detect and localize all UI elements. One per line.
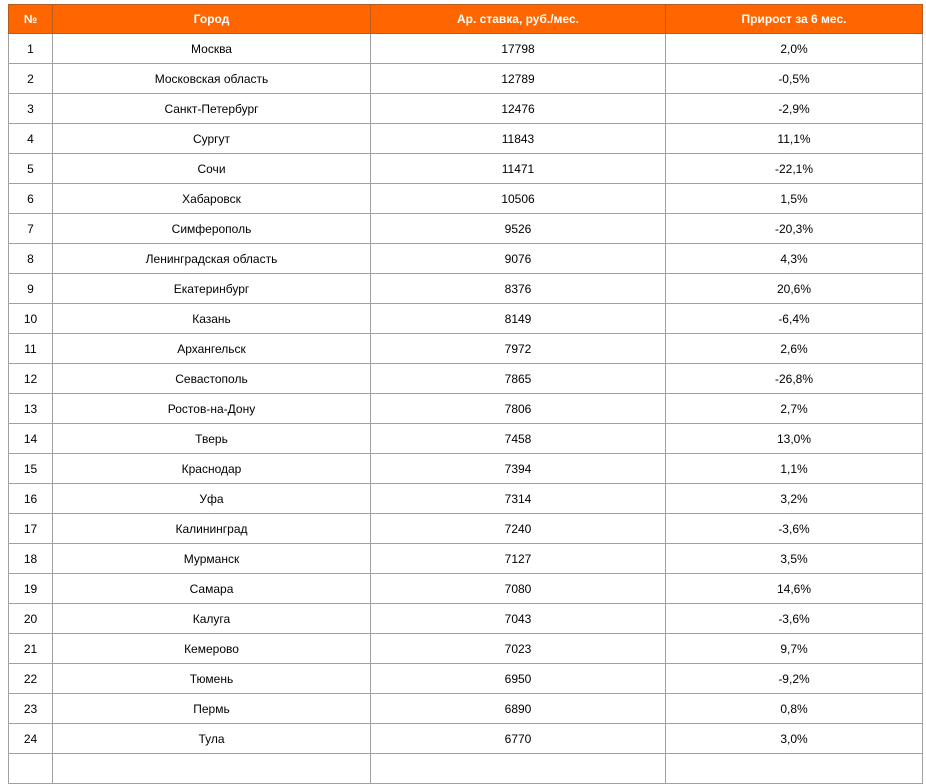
cell-num: 6 <box>9 184 53 214</box>
rent-rates-table <box>8 4 923 784</box>
cell-rate: 7080 <box>371 574 666 604</box>
cell-rate: 11471 <box>371 154 666 184</box>
cell-rate: 9526 <box>371 214 666 244</box>
cell-city: Симферополь <box>53 214 371 244</box>
table-row <box>9 274 923 304</box>
cell-num: 19 <box>9 574 53 604</box>
header-rate: Ар. ставка, руб./мес. <box>371 5 666 34</box>
header-city: Город <box>53 5 371 34</box>
cell-num: 18 <box>9 544 53 574</box>
cell-growth: -2,9% <box>666 94 923 124</box>
table-row <box>9 604 923 634</box>
cell-num: 3 <box>9 94 53 124</box>
table-body <box>9 34 923 784</box>
cell-city: Екатеринбург <box>53 274 371 304</box>
cell-num: 14 <box>9 424 53 454</box>
cell-rate: 7458 <box>371 424 666 454</box>
cell-rate: 7043 <box>371 604 666 634</box>
cell-rate: 7314 <box>371 484 666 514</box>
cell-city: Тюмень <box>53 664 371 694</box>
cell-growth: -9,2% <box>666 664 923 694</box>
cell-growth: -6,4% <box>666 304 923 334</box>
cell-growth: 9,7% <box>666 634 923 664</box>
table-row <box>9 424 923 454</box>
cell-num: 17 <box>9 514 53 544</box>
cell-rate: 7127 <box>371 544 666 574</box>
cell-rate: 10506 <box>371 184 666 214</box>
cell-num: 11 <box>9 334 53 364</box>
cell-growth: 11,1% <box>666 124 923 154</box>
cell-num: 23 <box>9 694 53 724</box>
cell-num: 20 <box>9 604 53 634</box>
cell-growth: -3,6% <box>666 604 923 634</box>
cell-rate: 9076 <box>371 244 666 274</box>
cell-growth: 0,8% <box>666 694 923 724</box>
cell-city: Севастополь <box>53 364 371 394</box>
cell-growth: 20,6% <box>666 274 923 304</box>
cell-rate: 12476 <box>371 94 666 124</box>
cell-rate <box>371 754 666 784</box>
rent-table-container <box>8 4 923 784</box>
header-row <box>9 5 923 34</box>
table-row <box>9 454 923 484</box>
cell-city: Уфа <box>53 484 371 514</box>
table-row <box>9 754 923 784</box>
cell-num: 5 <box>9 154 53 184</box>
cell-growth: 14,6% <box>666 574 923 604</box>
cell-num: 21 <box>9 634 53 664</box>
cell-rate: 7865 <box>371 364 666 394</box>
cell-growth: 1,1% <box>666 454 923 484</box>
cell-num: 9 <box>9 274 53 304</box>
cell-growth: -22,1% <box>666 154 923 184</box>
cell-rate: 11843 <box>371 124 666 154</box>
table-row <box>9 244 923 274</box>
cell-growth: 4,3% <box>666 244 923 274</box>
cell-growth: -0,5% <box>666 64 923 94</box>
cell-city: Тверь <box>53 424 371 454</box>
header-growth: Прирост за 6 мес. <box>666 5 923 34</box>
cell-num: 4 <box>9 124 53 154</box>
cell-city: Самара <box>53 574 371 604</box>
table-row <box>9 484 923 514</box>
cell-city: Сочи <box>53 154 371 184</box>
cell-growth: 2,7% <box>666 394 923 424</box>
cell-rate: 6770 <box>371 724 666 754</box>
cell-growth: -3,6% <box>666 514 923 544</box>
table-row <box>9 64 923 94</box>
cell-city: Санкт-Петербург <box>53 94 371 124</box>
cell-num: 1 <box>9 34 53 64</box>
cell-city: Краснодар <box>53 454 371 484</box>
cell-rate: 8376 <box>371 274 666 304</box>
cell-city: Хабаровск <box>53 184 371 214</box>
cell-city: Москва <box>53 34 371 64</box>
cell-num: 2 <box>9 64 53 94</box>
table-row <box>9 364 923 394</box>
table-row <box>9 634 923 664</box>
cell-city: Калуга <box>53 604 371 634</box>
cell-growth: 3,5% <box>666 544 923 574</box>
cell-city: Пермь <box>53 694 371 724</box>
cell-num: 7 <box>9 214 53 244</box>
cell-growth: 1,5% <box>666 184 923 214</box>
cell-rate: 7240 <box>371 514 666 544</box>
cell-rate: 8149 <box>371 304 666 334</box>
cell-growth: 3,2% <box>666 484 923 514</box>
cell-num: 22 <box>9 664 53 694</box>
cell-city: Ростов-на-Дону <box>53 394 371 424</box>
cell-city: Архангельск <box>53 334 371 364</box>
cell-num: 16 <box>9 484 53 514</box>
table-row <box>9 334 923 364</box>
table-header <box>9 5 923 34</box>
cell-rate: 12789 <box>371 64 666 94</box>
cell-city: Ленинградская область <box>53 244 371 274</box>
table-row <box>9 544 923 574</box>
cell-city: Сургут <box>53 124 371 154</box>
cell-growth: 2,0% <box>666 34 923 64</box>
cell-rate: 7394 <box>371 454 666 484</box>
cell-growth: 3,0% <box>666 724 923 754</box>
cell-rate: 17798 <box>371 34 666 64</box>
table-row <box>9 394 923 424</box>
table-row <box>9 184 923 214</box>
table-row <box>9 514 923 544</box>
cell-city: Московская область <box>53 64 371 94</box>
table-row <box>9 214 923 244</box>
cell-city <box>53 754 371 784</box>
cell-num: 8 <box>9 244 53 274</box>
cell-growth: -26,8% <box>666 364 923 394</box>
table-row <box>9 694 923 724</box>
cell-rate: 7972 <box>371 334 666 364</box>
cell-city: Тула <box>53 724 371 754</box>
table-row <box>9 124 923 154</box>
cell-num <box>9 754 53 784</box>
cell-city: Кемерово <box>53 634 371 664</box>
table-row <box>9 574 923 604</box>
cell-city: Казань <box>53 304 371 334</box>
cell-city: Калининград <box>53 514 371 544</box>
cell-growth: 2,6% <box>666 334 923 364</box>
cell-num: 24 <box>9 724 53 754</box>
cell-num: 13 <box>9 394 53 424</box>
cell-growth: -20,3% <box>666 214 923 244</box>
cell-rate: 7806 <box>371 394 666 424</box>
cell-rate: 7023 <box>371 634 666 664</box>
cell-growth: 13,0% <box>666 424 923 454</box>
table-row <box>9 34 923 64</box>
table-row <box>9 304 923 334</box>
cell-num: 12 <box>9 364 53 394</box>
cell-rate: 6890 <box>371 694 666 724</box>
table-row <box>9 664 923 694</box>
cell-city: Мурманск <box>53 544 371 574</box>
cell-growth <box>666 754 923 784</box>
cell-num: 10 <box>9 304 53 334</box>
table-row <box>9 94 923 124</box>
table-row <box>9 154 923 184</box>
table-row <box>9 724 923 754</box>
header-num: № <box>9 5 53 34</box>
cell-rate: 6950 <box>371 664 666 694</box>
cell-num: 15 <box>9 454 53 484</box>
